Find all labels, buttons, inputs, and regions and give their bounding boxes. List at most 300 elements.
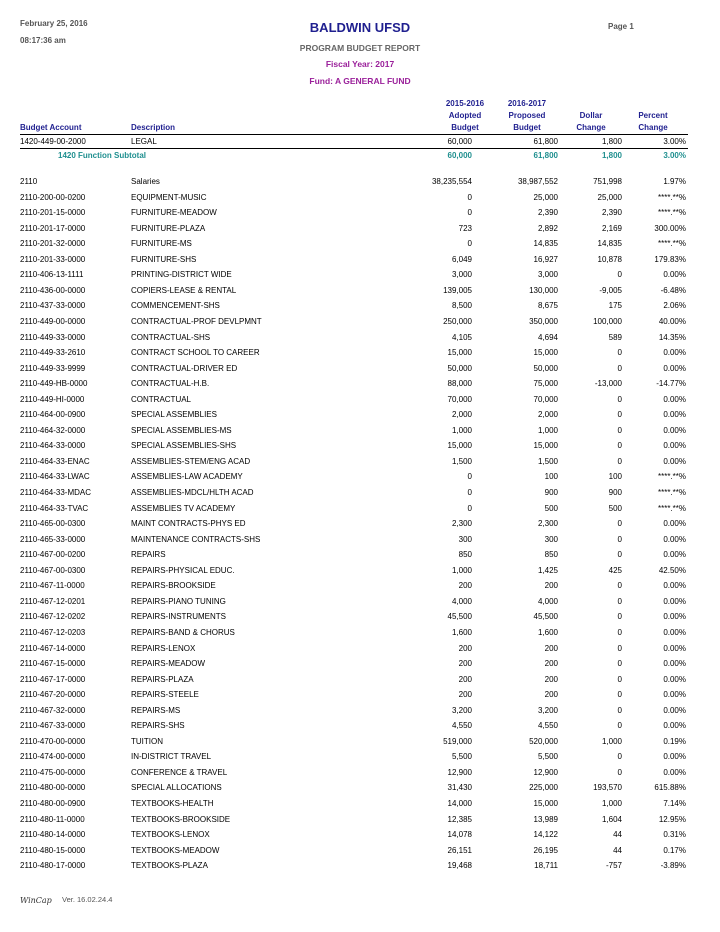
cell-account: 2110-467-00-0200 xyxy=(20,550,86,560)
cell-description: ASSEMBLIES-LAW ACADEMY xyxy=(131,472,243,482)
cell-account: 2110-436-00-0000 xyxy=(20,285,86,295)
cell-dollar-change: 0 xyxy=(617,752,622,762)
table-row xyxy=(0,610,720,623)
cell-proposed: 50,000 xyxy=(533,363,558,373)
table-row xyxy=(0,268,720,281)
cell-account: 2110-464-33-MDAC xyxy=(20,488,91,497)
cell-percent-change: 0.00% xyxy=(663,721,686,731)
org-title: BALDWIN UFSD xyxy=(309,20,411,35)
cell-dollar-change: 1,800 xyxy=(601,137,622,146)
cell-account: 2110-467-17-0000 xyxy=(20,674,86,684)
cell-account: 2110-449-HB-0000 xyxy=(20,379,88,389)
report-date: February 25, 2016 xyxy=(20,19,88,28)
cell-percent-change: ****.**% xyxy=(657,488,686,497)
cell-percent-change: ****.**% xyxy=(657,192,686,202)
cell-dollar-change: 100,000 xyxy=(593,316,622,326)
cell-proposed: 18,711 xyxy=(534,861,558,871)
table-row xyxy=(0,486,720,499)
cell-adopted: 200 xyxy=(458,674,472,684)
cell-percent-change: 0.00% xyxy=(663,394,686,404)
cell-proposed: 200 xyxy=(544,659,558,669)
cell-dollar-change: 0 xyxy=(617,581,622,591)
cell-dollar-change: 25,000 xyxy=(597,192,622,202)
cell-description: REPAIRS-MS xyxy=(131,705,181,715)
cell-account: 2110-467-00-0300 xyxy=(20,565,86,575)
cell-account: 2110-449-33-9999 xyxy=(20,363,86,373)
cell-proposed: 850 xyxy=(544,550,558,560)
cell-adopted: 139,005 xyxy=(443,285,472,295)
cell-description: TEXTBOOKS-LENOX xyxy=(131,830,210,840)
cell-percent-change: 0.00% xyxy=(663,270,686,280)
cell-description: FURNITURE-SHS xyxy=(131,254,197,264)
cell-description: REPAIRS xyxy=(131,550,166,560)
cell-proposed: 15,000 xyxy=(533,441,558,451)
cell-adopted: 0 xyxy=(467,208,472,218)
table-row xyxy=(0,135,720,148)
cell-description: REPAIRS-INSTRUMENTS xyxy=(131,612,226,622)
cell-account: 2110-464-00-0900 xyxy=(20,410,86,420)
cell-dollar-change: 1,604 xyxy=(601,814,622,824)
cell-dollar-change: 0 xyxy=(617,767,622,777)
table-row xyxy=(0,175,720,188)
cell-dollar-change: 0 xyxy=(617,410,622,420)
col-dollar-line2: Change xyxy=(576,123,606,132)
cell-description: ASSEMBLIES-STEM/ENG ACAD xyxy=(131,456,251,466)
cell-percent-change: 0.00% xyxy=(663,363,686,373)
cell-percent-change: 615.88% xyxy=(654,783,686,793)
cell-account: 2110-464-32-0000 xyxy=(20,425,86,435)
cell-percent-change: 300.00% xyxy=(654,223,686,233)
subtotal-dollar-change: 1,800 xyxy=(601,151,622,160)
cell-proposed: 100 xyxy=(544,472,558,482)
cell-description: FURNITURE-MEADOW xyxy=(131,208,217,218)
col-y1-line3: Budget xyxy=(451,123,479,132)
table-row xyxy=(0,564,720,577)
cell-percent-change: 0.19% xyxy=(663,736,686,746)
cell-account: 2110-201-15-0000 xyxy=(20,208,86,218)
cell-percent-change: 0.00% xyxy=(663,705,686,715)
cell-adopted: 50,000 xyxy=(447,363,472,373)
cell-account: 2110-467-20-0000 xyxy=(20,690,86,700)
cell-account: 1420-449-00-2000 xyxy=(20,137,86,146)
cell-proposed: 2,892 xyxy=(537,223,558,233)
cell-dollar-change: 0 xyxy=(617,534,622,544)
table-row xyxy=(0,688,720,701)
cell-dollar-change: 0 xyxy=(617,705,622,715)
cell-description: MAINTENANCE CONTRACTS-SHS xyxy=(131,534,261,544)
subtotal-label: 1420 Function Subtotal xyxy=(58,151,147,160)
cell-proposed: 4,550 xyxy=(537,721,558,731)
cell-description: SPECIAL ASSEMBLIES xyxy=(131,410,217,420)
cell-description: CONFERENCE & TRAVEL xyxy=(131,767,228,777)
cell-adopted: 1,500 xyxy=(451,456,472,466)
cell-dollar-change: 0 xyxy=(617,348,622,358)
cell-dollar-change: 0 xyxy=(617,612,622,622)
cell-adopted: 200 xyxy=(458,581,472,591)
cell-account: 2110-467-12-0203 xyxy=(20,627,86,637)
cell-proposed: 1,600 xyxy=(537,627,558,637)
cell-proposed: 4,694 xyxy=(537,332,558,342)
cell-adopted: 200 xyxy=(458,690,472,700)
cell-adopted: 0 xyxy=(467,488,472,497)
cell-account: 2110-449-33-2610 xyxy=(20,348,86,358)
cell-description: REPAIRS-BROOKSIDE xyxy=(131,581,216,591)
table-row xyxy=(0,781,720,794)
cell-proposed: 130,000 xyxy=(529,285,558,295)
table-row xyxy=(0,595,720,608)
table-row xyxy=(0,626,720,639)
fiscal-year: Fiscal Year: 2017 xyxy=(325,59,395,69)
wincap-logo: WinCap xyxy=(20,896,52,905)
table-row xyxy=(0,470,720,483)
cell-account: 2110-406-13-1111 xyxy=(20,270,84,280)
cell-adopted: 200 xyxy=(458,643,472,653)
cell-description: COPIERS-LEASE & RENTAL xyxy=(131,285,237,295)
cell-adopted: 4,000 xyxy=(451,596,472,606)
cell-dollar-change: 100 xyxy=(608,472,622,482)
cell-description: REPAIRS-STEELE xyxy=(131,690,199,700)
cell-description: IN-DISTRICT TRAVEL xyxy=(131,752,212,762)
cell-dollar-change: -757 xyxy=(605,861,622,871)
cell-dollar-change: 0 xyxy=(617,270,622,280)
cell-percent-change: 0.00% xyxy=(663,612,686,622)
cell-adopted: 1,000 xyxy=(451,565,472,575)
cell-dollar-change: 751,998 xyxy=(593,177,622,186)
table-row xyxy=(0,766,720,779)
cell-account: 2110-200-00-0200 xyxy=(20,192,86,202)
cell-percent-change: 0.00% xyxy=(663,456,686,466)
fund-name: Fund: A GENERAL FUND xyxy=(309,76,411,86)
cell-dollar-change: 0 xyxy=(617,627,622,637)
cell-description: TUITION xyxy=(131,736,163,746)
cell-adopted: 31,430 xyxy=(447,783,472,793)
cell-description: TEXTBOOKS-MEADOW xyxy=(131,845,220,855)
cell-account: 2110-467-12-0202 xyxy=(20,612,86,622)
cell-dollar-change: -13,000 xyxy=(594,379,622,389)
cell-description: REPAIRS-LENOX xyxy=(131,643,196,653)
cell-dollar-change: 14,835 xyxy=(597,239,622,249)
table-row xyxy=(0,797,720,810)
cell-percent-change: ****.**% xyxy=(657,503,686,513)
cell-description: TEXTBOOKS-HEALTH xyxy=(131,799,214,808)
table-row xyxy=(0,299,720,312)
cell-adopted: 12,900 xyxy=(447,767,472,777)
version-label: Ver. 16.02.24.4 xyxy=(62,895,113,904)
subtotal-proposed: 61,800 xyxy=(533,151,558,160)
col-percent-line2: Change xyxy=(638,123,668,132)
table-row xyxy=(0,735,720,748)
cell-proposed: 25,000 xyxy=(533,192,558,202)
table-row xyxy=(0,222,720,235)
cell-percent-change: 2.06% xyxy=(663,301,686,311)
subtotal-row xyxy=(0,149,720,162)
cell-description: REPAIRS-BAND & CHORUS xyxy=(131,627,235,637)
cell-account: 2110-467-15-0000 xyxy=(20,659,86,669)
cell-account: 2110-480-15-0000 xyxy=(20,845,86,855)
cell-description: FURNITURE-PLAZA xyxy=(131,223,206,233)
cell-dollar-change: 2,169 xyxy=(601,223,622,233)
cell-percent-change: 0.00% xyxy=(663,581,686,591)
subtotal-percent-change: 3.00% xyxy=(663,151,686,160)
cell-dollar-change: 0 xyxy=(617,456,622,466)
cell-percent-change: ****.**% xyxy=(657,239,686,249)
cell-percent-change: 0.31% xyxy=(663,830,686,840)
cell-dollar-change: 0 xyxy=(617,441,622,451)
cell-adopted: 14,000 xyxy=(447,799,472,808)
cell-adopted: 3,200 xyxy=(451,705,472,715)
cell-account: 2110-465-00-0300 xyxy=(20,519,86,529)
cell-account: 2110-474-00-0000 xyxy=(20,752,86,762)
table-row xyxy=(0,844,720,857)
cell-dollar-change: 0 xyxy=(617,363,622,373)
table-row xyxy=(0,315,720,328)
cell-account: 2110-465-33-0000 xyxy=(20,534,86,544)
cell-percent-change: 0.00% xyxy=(663,674,686,684)
cell-dollar-change: -9,005 xyxy=(599,285,622,295)
cell-account: 2110 xyxy=(20,177,38,186)
cell-account: 2110-437-33-0000 xyxy=(20,301,86,311)
cell-percent-change: 0.00% xyxy=(663,690,686,700)
cell-description: SPECIAL ASSEMBLIES-MS xyxy=(131,425,232,435)
cell-account: 2110-467-33-0000 xyxy=(20,721,86,731)
cell-description: CONTRACTUAL-SHS xyxy=(131,332,211,342)
cell-description: ASSEMBLIES TV ACADEMY xyxy=(131,503,236,513)
report-title: PROGRAM BUDGET REPORT xyxy=(299,43,421,53)
table-row xyxy=(0,331,720,344)
cell-description: REPAIRS-SHS xyxy=(131,721,185,731)
cell-description: REPAIRS-PLAZA xyxy=(131,674,194,684)
col-y2-line1: 2016-2017 xyxy=(507,99,547,108)
cell-percent-change: -6.48% xyxy=(660,285,686,295)
cell-percent-change: 42.50% xyxy=(658,565,686,575)
cell-proposed: 26,195 xyxy=(533,845,558,855)
cell-adopted: 1,600 xyxy=(451,627,472,637)
cell-adopted: 6,049 xyxy=(451,254,472,264)
cell-dollar-change: 1,000 xyxy=(601,736,622,746)
table-row xyxy=(0,377,720,390)
cell-proposed: 500 xyxy=(544,503,558,513)
col-y1-line2: Adopted xyxy=(448,111,482,120)
cell-account: 2110-201-33-0000 xyxy=(20,254,86,264)
cell-adopted: 12,385 xyxy=(447,814,472,824)
cell-description: REPAIRS-PIANO TUNING xyxy=(131,596,226,606)
cell-adopted: 70,000 xyxy=(447,394,472,404)
cell-dollar-change: 0 xyxy=(617,550,622,560)
cell-proposed: 1,500 xyxy=(537,456,558,466)
cell-dollar-change: 0 xyxy=(617,690,622,700)
cell-description: COMMENCEMENT-SHS xyxy=(131,301,220,311)
cell-proposed: 12,900 xyxy=(533,767,558,777)
cell-proposed: 900 xyxy=(544,488,558,497)
cell-account: 2110-464-33-0000 xyxy=(20,441,86,451)
cell-percent-change: 0.00% xyxy=(663,767,686,777)
cell-percent-change: -3.89% xyxy=(660,861,686,871)
cell-adopted: 850 xyxy=(458,550,472,560)
cell-percent-change: 0.00% xyxy=(663,425,686,435)
cell-description: PRINTING-DISTRICT WIDE xyxy=(131,270,232,280)
cell-account: 2110-449-33-0000 xyxy=(20,332,86,342)
cell-description: CONTRACTUAL-PROF DEVLPMNT xyxy=(131,316,262,326)
table-row xyxy=(0,548,720,561)
col-dollar-line1: Dollar xyxy=(579,111,603,120)
cell-description: CONTRACTUAL xyxy=(131,394,192,404)
col-y1-line1: 2015-2016 xyxy=(445,99,485,108)
table-row xyxy=(0,533,720,546)
cell-description: FURNITURE-MS xyxy=(131,239,192,249)
table-row xyxy=(0,253,720,266)
cell-percent-change: 0.00% xyxy=(663,643,686,653)
cell-percent-change: 1.97% xyxy=(663,177,686,186)
cell-dollar-change: 0 xyxy=(617,643,622,653)
cell-dollar-change: 175 xyxy=(608,301,622,311)
cell-percent-change: 12.95% xyxy=(658,814,686,824)
table-row xyxy=(0,284,720,297)
table-row xyxy=(0,393,720,406)
cell-dollar-change: 10,878 xyxy=(597,254,622,264)
cell-proposed: 350,000 xyxy=(529,316,558,326)
cell-description: SPECIAL ASSEMBLIES-SHS xyxy=(131,441,237,451)
cell-proposed: 14,835 xyxy=(533,239,558,249)
cell-proposed: 200 xyxy=(544,690,558,700)
cell-account: 2110-480-11-0000 xyxy=(20,814,85,824)
col-y2-line2: Proposed xyxy=(508,111,546,120)
cell-percent-change: 0.00% xyxy=(663,441,686,451)
cell-adopted: 15,000 xyxy=(447,441,472,451)
cell-percent-change: 0.00% xyxy=(663,534,686,544)
cell-description: Salaries xyxy=(131,177,160,186)
cell-adopted: 14,078 xyxy=(447,830,472,840)
cell-dollar-change: 0 xyxy=(617,721,622,731)
cell-adopted: 200 xyxy=(458,659,472,669)
table-row xyxy=(0,502,720,515)
table-row xyxy=(0,362,720,375)
page-number: Page 1 xyxy=(608,22,634,31)
cell-dollar-change: 1,000 xyxy=(601,799,622,808)
cell-dollar-change: 425 xyxy=(608,565,622,575)
cell-description: TEXTBOOKS-BROOKSIDE xyxy=(131,814,231,824)
cell-adopted: 2,300 xyxy=(451,519,472,529)
table-row xyxy=(0,750,720,763)
cell-proposed: 15,000 xyxy=(533,799,558,808)
table-row xyxy=(0,206,720,219)
cell-adopted: 0 xyxy=(467,503,472,513)
cell-adopted: 8,500 xyxy=(451,301,472,311)
cell-description: CONTRACT SCHOOL TO CAREER xyxy=(131,348,260,358)
cell-percent-change: 7.14% xyxy=(663,799,686,808)
cell-adopted: 3,000 xyxy=(451,270,472,280)
cell-proposed: 5,500 xyxy=(537,752,558,762)
cell-percent-change: 0.00% xyxy=(663,659,686,669)
cell-percent-change: 0.17% xyxy=(663,845,686,855)
table-row xyxy=(0,191,720,204)
cell-account: 2110-201-32-0000 xyxy=(20,239,86,249)
cell-proposed: 3,000 xyxy=(537,270,558,280)
cell-proposed: 8,675 xyxy=(537,301,558,311)
cell-adopted: 519,000 xyxy=(443,736,472,746)
cell-description: TEXTBOOKS-PLAZA xyxy=(131,861,208,871)
cell-adopted: 45,500 xyxy=(447,612,472,622)
cell-description: CONTRACTUAL-H.B. xyxy=(131,379,210,389)
cell-percent-change: 0.00% xyxy=(663,519,686,529)
cell-account: 2110-480-14-0000 xyxy=(20,830,86,840)
cell-proposed: 61,800 xyxy=(533,137,558,146)
table-row xyxy=(0,439,720,452)
cell-dollar-change: 500 xyxy=(608,503,622,513)
cell-account: 2110-480-17-0000 xyxy=(20,861,86,871)
table-row xyxy=(0,704,720,717)
cell-adopted: 0 xyxy=(467,239,472,249)
cell-adopted: 26,151 xyxy=(447,845,472,855)
cell-account: 2110-475-00-0000 xyxy=(20,767,86,777)
cell-proposed: 225,000 xyxy=(529,783,558,793)
cell-percent-change: 0.00% xyxy=(663,348,686,358)
cell-description: EQUIPMENT-MUSIC xyxy=(131,192,207,202)
table-row xyxy=(0,408,720,421)
cell-percent-change: 40.00% xyxy=(658,316,686,326)
cell-adopted: 0 xyxy=(467,472,472,482)
col-y2-line3: Budget xyxy=(513,123,541,132)
cell-adopted: 15,000 xyxy=(447,348,472,358)
cell-dollar-change: 0 xyxy=(617,425,622,435)
cell-percent-change: 0.00% xyxy=(663,550,686,560)
cell-proposed: 16,927 xyxy=(533,254,558,264)
cell-proposed: 200 xyxy=(544,581,558,591)
cell-description: REPAIRS-PHYSICAL EDUC. xyxy=(131,565,235,575)
cell-percent-change: 0.00% xyxy=(663,627,686,637)
cell-percent-change: 0.00% xyxy=(663,752,686,762)
cell-dollar-change: 2,390 xyxy=(601,208,622,218)
cell-proposed: 14,122 xyxy=(533,830,558,840)
cell-dollar-change: 0 xyxy=(617,519,622,529)
cell-percent-change: ****.**% xyxy=(657,472,686,482)
cell-proposed: 70,000 xyxy=(533,394,558,404)
cell-proposed: 75,000 xyxy=(533,379,558,389)
cell-percent-change: -14.77% xyxy=(656,379,686,389)
cell-description: MAINT CONTRACTS-PHYS ED xyxy=(131,519,246,529)
cell-adopted: 60,000 xyxy=(447,137,472,146)
cell-percent-change: 0.00% xyxy=(663,596,686,606)
cell-proposed: 2,300 xyxy=(537,519,558,529)
cell-account: 2110-449-HI-0000 xyxy=(20,394,85,404)
cell-account: 2110-464-33-LWAC xyxy=(20,472,90,482)
cell-adopted: 300 xyxy=(458,534,472,544)
cell-dollar-change: 0 xyxy=(617,394,622,404)
cell-account: 2110-480-00-0000 xyxy=(20,783,86,793)
cell-account: 2110-467-12-0201 xyxy=(20,596,86,606)
table-row xyxy=(0,424,720,437)
cell-adopted: 88,000 xyxy=(447,379,472,389)
cell-proposed: 4,000 xyxy=(537,596,558,606)
cell-adopted: 5,500 xyxy=(451,752,472,762)
cell-dollar-change: 0 xyxy=(617,674,622,684)
cell-account: 2110-467-32-0000 xyxy=(20,705,86,715)
table-row xyxy=(0,828,720,841)
cell-dollar-change: 900 xyxy=(608,488,622,497)
cell-proposed: 2,390 xyxy=(537,208,558,218)
cell-account: 2110-464-33-ENAC xyxy=(20,456,90,466)
subtotal-adopted: 60,000 xyxy=(447,151,472,160)
table-row xyxy=(0,859,720,872)
cell-proposed: 520,000 xyxy=(529,736,558,746)
cell-proposed: 13,989 xyxy=(533,814,558,824)
table-row xyxy=(0,673,720,686)
cell-proposed: 200 xyxy=(544,674,558,684)
cell-description: SPECIAL ALLOCATIONS xyxy=(131,783,222,793)
cell-description: CONTRACTUAL-DRIVER ED xyxy=(131,363,238,373)
cell-proposed: 2,000 xyxy=(537,410,558,420)
cell-dollar-change: 44 xyxy=(613,830,622,840)
cell-percent-change: 3.00% xyxy=(663,137,686,146)
